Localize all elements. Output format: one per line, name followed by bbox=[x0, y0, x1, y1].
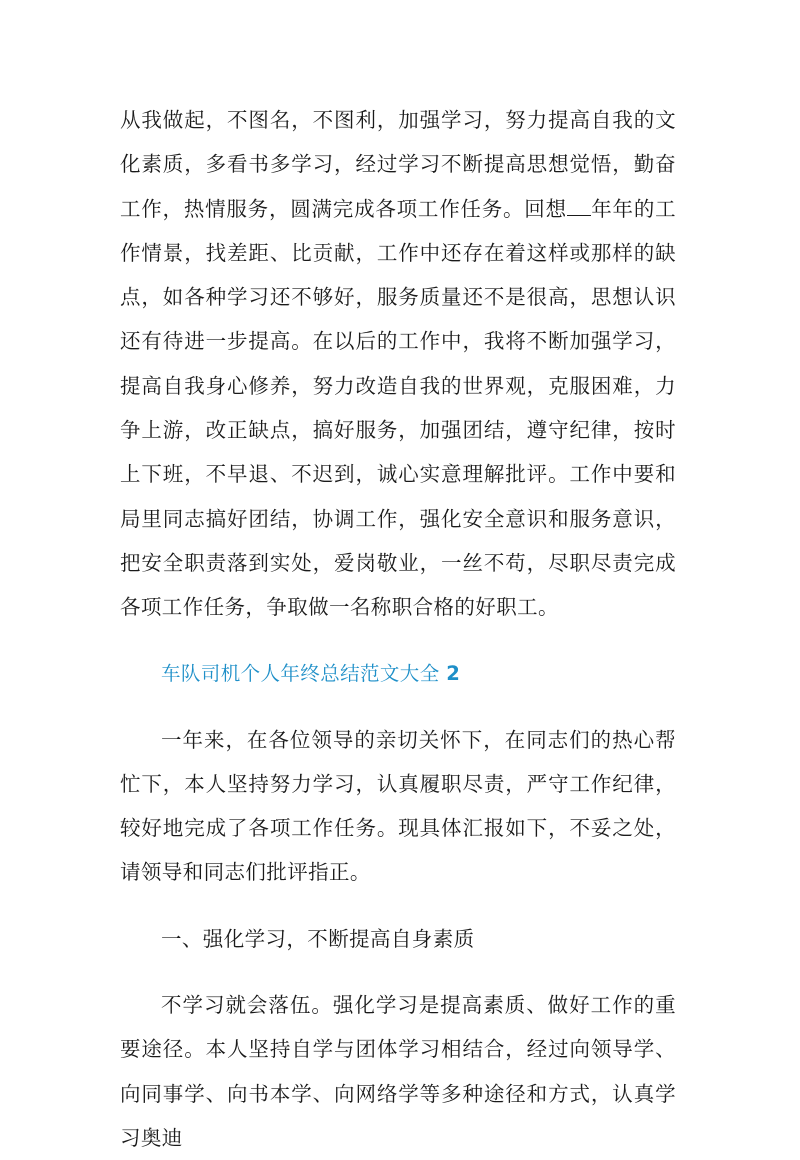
paragraph-intro: 一年来，在各位领导的亲切关怀下，在同志们的热心帮忙下，本人坚持努力学习，认真履职尽责，严守工作纪律，较好地完成了各项工作任务。现具体汇报如下，不妥之处，请领导和同志们批评指正。 bbox=[120, 727, 676, 885]
paragraph-text: 年年的工作情景，找差距、比贡献，工作中还存在着这样或那样的缺点，如各种学习还不够好，服务质量还不是很高，思想认识还有待进一步提高。在以后的工作中，我将不断加强学习，提高自我身心修养，努力改造自我的世界观，克服困难，力争上游，改正缺点，搞好服务，加强团结，遵守纪律，按时上下班，不早退、不迟到，诚心实意理解批评。工作中要和局里同志搞好团结，协调工作，强化安全意识和服务意识，把安全职责落到实处，爱岗敬业，一丝不苟，尽职尽责完成各项工作任务，争取做一名称职合格的好职工。 bbox=[120, 196, 676, 620]
heading-number: 2 bbox=[446, 661, 461, 685]
document-body bbox=[120, 98, 676, 1160]
heading-text: 车队司机个人年终总结范文大全 bbox=[161, 661, 440, 685]
paragraph-study: 不学习就会落伍。强化学习是提高素质、做好工作的重要途径。本人坚持自学与团体学习相结合，经过向领导学、向同事学、向书本学、向网络学等多种途径和方式，认真学习奥迪 bbox=[120, 993, 676, 1150]
section-heading bbox=[120, 652, 676, 696]
paragraph-text: 从我做起，不图名，不图利，加强学习，努力提高自我的文化素质，多看书多学习，经过学习不断提高思想觉悟，勤奋工作，热情服务，圆满完成各项工作任务。回想 bbox=[120, 108, 676, 221]
subsection-heading: 一、强化学习，不断提高自身素质 bbox=[161, 926, 475, 951]
fill-in-blank bbox=[567, 197, 591, 216]
paragraph-continuation bbox=[120, 98, 676, 630]
